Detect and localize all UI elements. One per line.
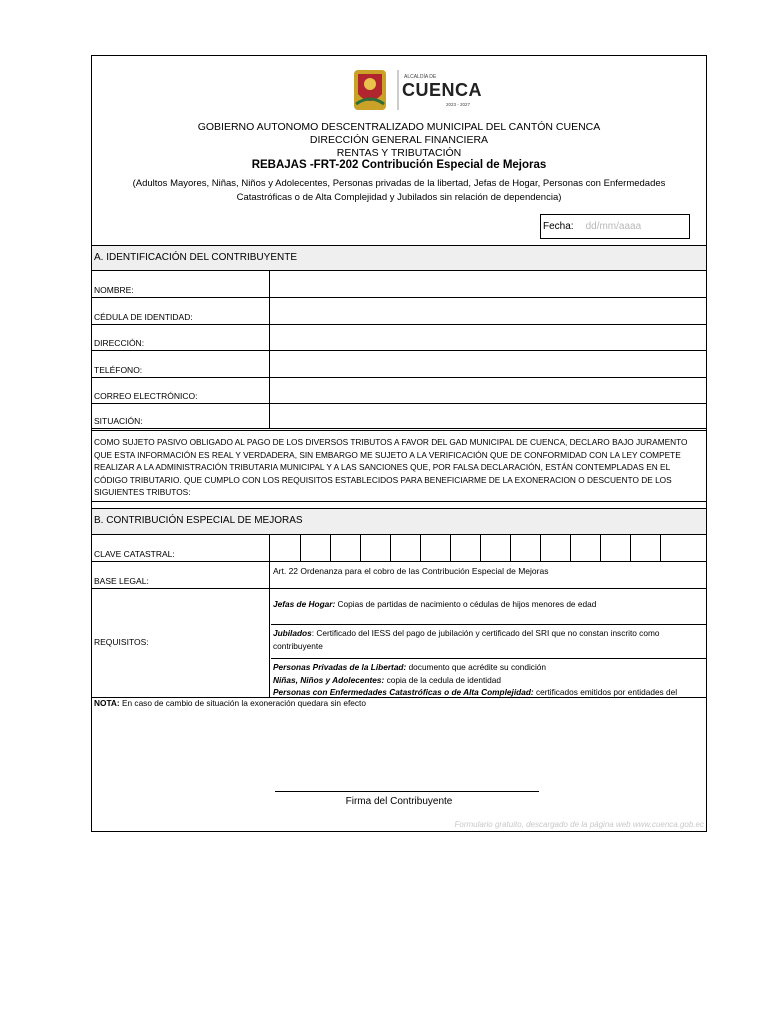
clave-cell[interactable]: [661, 535, 691, 561]
req-ninos-text: copia de la cedula de identidad: [384, 674, 501, 685]
clave-catastral-cells: [271, 535, 706, 561]
clave-cell[interactable]: [391, 535, 421, 561]
clave-cell[interactable]: [511, 535, 541, 561]
date-field[interactable]: [540, 214, 690, 239]
header-lines: [92, 121, 706, 160]
req-catastroficas-text: certificados emitidos por entidades del: [533, 687, 678, 697]
nota-label: NOTA:: [94, 698, 120, 708]
header-line-1: GOBIERNO AUTONOMO DESCENTRALIZADO MUNICIPAL DEL CANTÓN CUENCA: [197, 121, 601, 133]
header-line-3: RENTAS Y TRIBUTACIÓN: [336, 147, 462, 159]
label-base-legal: BASE LEGAL:: [92, 562, 270, 588]
row-telefono: [92, 351, 706, 378]
clave-cell[interactable]: [361, 535, 391, 561]
req-jubilados: [271, 625, 706, 659]
header-line-2: DIRECCIÓN GENERAL FINANCIERA: [309, 134, 489, 146]
input-situacion[interactable]: [271, 404, 706, 428]
input-cedula[interactable]: [271, 298, 706, 324]
row-correo: [92, 378, 706, 404]
signature-label: Firma del Contribuyente: [345, 796, 453, 807]
input-direccion[interactable]: [271, 325, 706, 350]
req-jefas-text: Copias de partidas de nacimiento o cédulas de hijos menores de edad: [335, 599, 597, 609]
req-ninos-label: Niñas, Niños y Adolecentes:: [273, 674, 385, 685]
req-privadas-text: documento que acrédite su condición: [406, 662, 547, 672]
logo-cuenca-text: CUENCA: [402, 80, 483, 100]
declaration-text: COMO SUJETO PASIVO OBLIGADO AL PAGO DE LOS DIVERSOS TRIBUTOS A FAVOR DEL GAD MUNICIPAL DE CUENCA, DECLARO BAJO JURAMENTO QUE ESTA INFORMACIÓN ES REAL Y VERDADERA, SIN EMBARGO ME SUJETO A LA VERIFICACIÓN QUE DE CONFORMIDAD CON LA LEY COMPETE REALIZAR A LA ADMINISTRACIÓN TRIBUTARIA MUNICIPAL Y A LAS SANCIONES QUE, POR FALSA DECLARACIÓN, ESTÁN CONTEMPLADAS EN EL CÓDIGO TRIBUTARIO. QUE CUMPLO CON LOS REQUISITOS ESTABLECIDOS PARA BENEFICIARME DE LA EXONERACION O DESCUENTO DE LOS SIGUIENTES TRIBUTOS:: [92, 434, 706, 502]
label-clave-catastral: CLAVE CATASTRAL:: [92, 535, 270, 561]
label-cedula: CÉDULA DE IDENTIDAD:: [92, 298, 270, 324]
clave-cell[interactable]: [571, 535, 601, 561]
alcaldia-logo: [350, 64, 483, 116]
label-nombre: NOMBRE:: [92, 271, 270, 297]
row-requisitos: [92, 589, 706, 698]
label-requisitos: REQUISITOS:: [92, 589, 270, 697]
label-correo: CORREO ELECTRÓNICO:: [92, 378, 270, 403]
clave-cell[interactable]: [451, 535, 481, 561]
clave-cell[interactable]: [541, 535, 571, 561]
row-cedula: [92, 298, 706, 325]
clave-cell[interactable]: [271, 535, 301, 561]
form-subtitle: (Adultos Mayores, Niñas, Niños y Adolecentes, Personas privadas de la libertad, Jefas de Hogar, Personas con Enfermedades Catastróficas o de Alta Complejidad y Jubilados sin relación de dependencia): [132, 178, 666, 203]
req-jubilados-label: Jubilados: [273, 628, 312, 638]
logo-years: 2023 - 2027: [446, 102, 471, 107]
req-jefas-label: Jefas de Hogar:: [273, 599, 336, 609]
footer-note: Formulario gratuito, descargado de la página web www.cuenca.gob.ec: [454, 820, 704, 829]
requisitos-list: [271, 589, 706, 697]
clave-cell[interactable]: [331, 535, 361, 561]
req-jubilados-text: : Certificado del IESS del pago de jubilación y certificado del SRI que no constan inscrito como contribuyente: [273, 628, 660, 651]
req-jefas-hogar: [271, 589, 706, 625]
signature-line: [275, 791, 539, 792]
clave-cell[interactable]: [601, 535, 631, 561]
req-privadas-label: Personas Privadas de la Libertad:: [273, 662, 407, 672]
nota: [92, 698, 706, 708]
row-direccion: [92, 325, 706, 351]
input-correo[interactable]: [271, 378, 706, 403]
nota-text: En caso de cambio de situación la exoneración quedara sin efecto: [119, 698, 366, 708]
form-title: REBAJAS -FRT-202 Contribución Especial de Mejoras: [251, 159, 547, 171]
row-situacion: [92, 404, 706, 431]
logo-small-text: ALCALDÍA DE: [404, 74, 437, 80]
input-nombre[interactable]: [271, 271, 706, 297]
row-nombre: [92, 271, 706, 298]
clave-cell[interactable]: [481, 535, 511, 561]
row-clave-catastral: [92, 535, 706, 562]
clave-cell[interactable]: [631, 535, 661, 561]
clave-cell[interactable]: [301, 535, 331, 561]
label-direccion: DIRECCIÓN:: [92, 325, 270, 350]
section-b-header: B. CONTRIBUCIÓN ESPECIAL DE MEJORAS: [92, 508, 706, 535]
row-base-legal: [92, 562, 706, 589]
label-situacion: SITUACIÓN:: [92, 404, 270, 428]
input-telefono[interactable]: [271, 351, 706, 377]
label-telefono: TELÉFONO:: [92, 351, 270, 377]
base-legal-value: Art. 22 Ordenanza para el cobro de las Contribución Especial de Mejoras: [273, 566, 549, 576]
req-otros: [271, 659, 706, 698]
section-a-header: A. IDENTIFICACIÓN DEL CONTRIBUYENTE: [92, 245, 706, 271]
clave-cell[interactable]: [421, 535, 451, 561]
date-label: Fecha:: [543, 221, 574, 232]
req-catastroficas-label: Personas con Enfermedades Catastróficas o de Alta Complejidad:: [273, 687, 534, 697]
form-frt-202: [91, 55, 707, 832]
date-placeholder: dd/mm/aaaa: [585, 221, 642, 232]
